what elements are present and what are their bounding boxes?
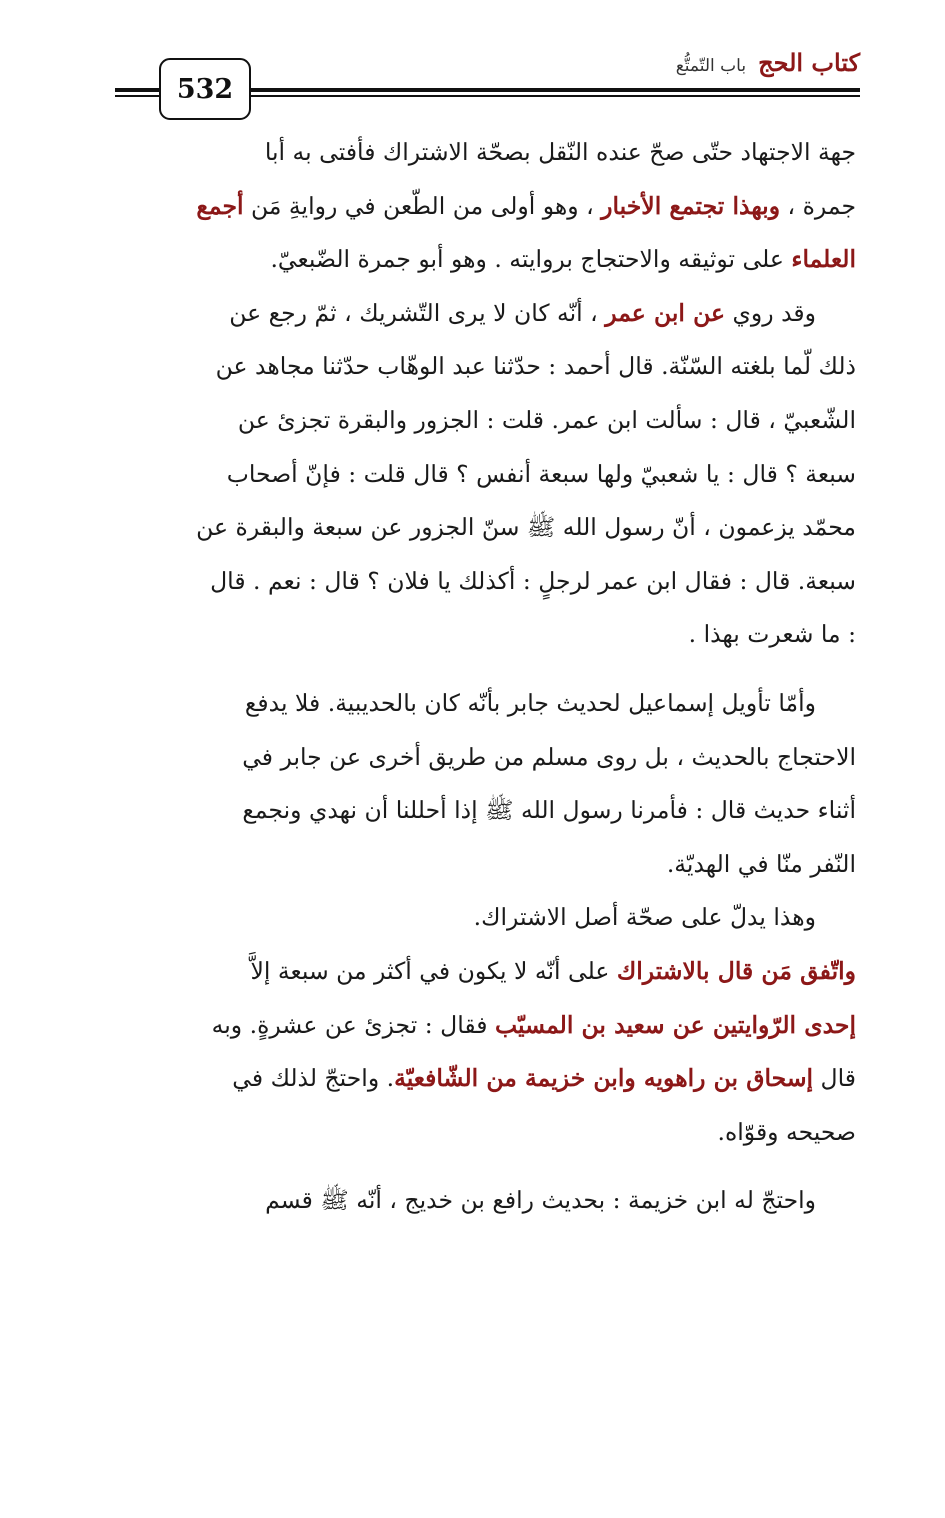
running-head (676, 48, 860, 77)
paragraph-start-line: واحتجّ له ابن خزيمة : بحديث رافع بن خديج ، أنّه ﷺ قسم (265, 1186, 816, 1215)
text-line: صحيحه وقوّاه. (717, 1117, 856, 1146)
text-line: محمّد يزعمون ، أنّ رسول الله ﷺ سنّ الجزور عن سبعة والبقرة عن (196, 513, 856, 542)
text-line: سبعة. قال : فقال ابن عمر لرجلٍ : أكذلك يا فلان ؟ قال : نعم . قال (210, 566, 856, 595)
text-line: الاحتجاج بالحديث ، بل روى مسلم من طريق أخرى عن جابر في (242, 742, 856, 771)
text-line: ذلك لّما بلغته السّنّة. قال أحمد : حدّثنا عبد الوهّاب حدّثنا مجاهد عن (215, 352, 856, 381)
text-line: : ما شعرت بهذا . (688, 620, 856, 649)
text-line: قال إسحاق بن راهويه وابن خزيمة من الشّافعيّة. واحتجّ لذلك في (232, 1064, 856, 1093)
text-line: واتّفق مَن قال بالاشتراك على أنّه لا يكون في أكثر من سبعة إلاَّ (250, 956, 856, 985)
body-text (118, 126, 856, 1228)
paragraph-start-line: وأمّا تأويل إسماعيل لحديث جابر بأنّه كان بالحديبية. فلا يدفع (244, 688, 816, 717)
text-line: العلماء على توثيقه والاحتجاج بروايته . وهو أبو جمرة الضّبعيّ. (270, 245, 856, 274)
text-line: الشّعبيّ ، قال : سألت ابن عمر. قلت : الجزور والبقرة تجزئ عن (237, 405, 856, 434)
text-line: سبعة ؟ قال : يا شعبيّ ولها سبعة أنفس ؟ قال قلت : فإنّ أصحاب (226, 459, 856, 488)
text-line: إحدى الرّوايتين عن سعيد بن المسيّب فقال : تجزئ عن عشرةٍ. وبه (211, 1010, 856, 1039)
page-header (115, 40, 860, 115)
text-line: النّفر منّا في الهديّة. (666, 849, 856, 878)
book-title: كتاب الحج (758, 48, 860, 77)
paragraph-start-line: وقد روي عن ابن عمر ، أنّه كان لا يرى التّشريك ، ثمّ رجع عن (229, 298, 816, 327)
text-line: جمرة ، وبهذا تجتمع الأخبار ، وهو أولى من الطّعن في روايةِ مَن أجمع (196, 191, 856, 220)
chapter-title: باب التّمتُّع (675, 56, 747, 76)
paragraph-start-line: وهذا يدلّ على صحّة أصل الاشتراك. (473, 903, 816, 932)
text-line: جهة الاجتهاد حتّى صحّ عنده النّقل بصحّة الاشتراك فأفتى به أبا (264, 138, 856, 166)
page-number: 532 (176, 73, 234, 105)
text-line: أثناء حديث قال : فأمرنا رسول الله ﷺ إذا أحللنا أن نهدي ونجمع (242, 796, 856, 825)
page-number-box (159, 58, 251, 120)
